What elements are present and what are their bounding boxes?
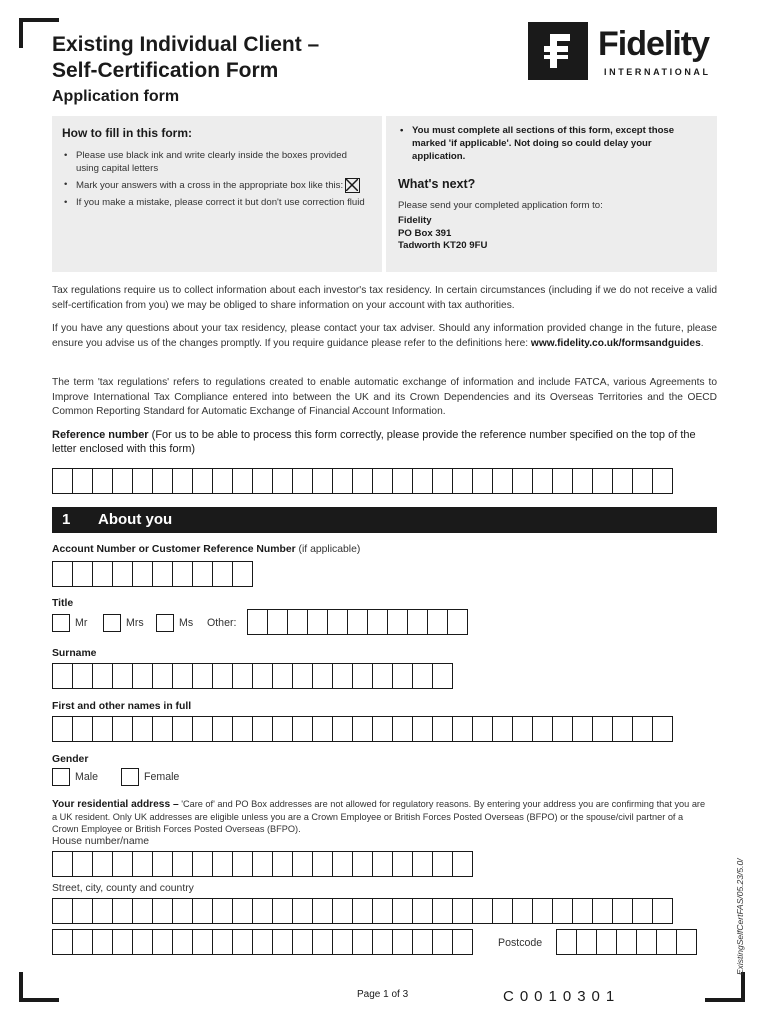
- address-line: Fidelity: [398, 215, 432, 226]
- char-box[interactable]: [272, 663, 293, 689]
- char-box[interactable]: [576, 929, 597, 955]
- char-box[interactable]: [352, 468, 373, 494]
- char-box[interactable]: [112, 663, 133, 689]
- char-box[interactable]: [552, 468, 573, 494]
- char-box[interactable]: [352, 716, 373, 742]
- char-box[interactable]: [472, 716, 493, 742]
- title-line-1: Existing Individual Client –: [52, 33, 320, 56]
- char-box[interactable]: [352, 663, 373, 689]
- gender-female-checkbox[interactable]: [121, 768, 139, 786]
- char-box[interactable]: [92, 561, 113, 587]
- char-box[interactable]: [347, 609, 368, 635]
- char-box[interactable]: [312, 716, 333, 742]
- char-box[interactable]: [172, 898, 193, 924]
- char-box[interactable]: [407, 609, 428, 635]
- char-box[interactable]: [212, 898, 233, 924]
- char-box[interactable]: [252, 898, 273, 924]
- char-box[interactable]: [152, 468, 173, 494]
- char-box[interactable]: [212, 663, 233, 689]
- how-to-bullet: • If you make a mistake, please correct it but don't use correction fluid: [62, 196, 372, 209]
- char-box[interactable]: [656, 929, 677, 955]
- char-box[interactable]: [636, 929, 657, 955]
- char-box[interactable]: [92, 468, 113, 494]
- char-box[interactable]: [312, 929, 333, 955]
- house-number-label: House number/name: [52, 836, 150, 847]
- intro-paragraph-1: Tax regulations require us to collect information about each investor's tax residency. In certain circumstances (including if we do not receive a valid self-certification from you) we may be obliged to share information on your account with tax authorities.: [52, 285, 717, 311]
- account-number-input[interactable]: [52, 561, 252, 587]
- title-mrs-label: Mrs: [126, 617, 144, 629]
- char-box[interactable]: [132, 663, 153, 689]
- char-box[interactable]: [312, 898, 333, 924]
- char-box[interactable]: [372, 929, 393, 955]
- char-box[interactable]: [432, 929, 453, 955]
- char-box[interactable]: [132, 561, 153, 587]
- char-box[interactable]: [372, 898, 393, 924]
- title-other-input[interactable]: [247, 609, 467, 635]
- char-box[interactable]: [352, 851, 373, 877]
- char-box[interactable]: [252, 851, 273, 877]
- char-box[interactable]: [272, 468, 293, 494]
- char-box[interactable]: [372, 663, 393, 689]
- whats-next-heading: What's next?: [398, 177, 476, 191]
- char-box[interactable]: [592, 716, 613, 742]
- char-box[interactable]: [596, 929, 617, 955]
- char-box[interactable]: [172, 929, 193, 955]
- char-box[interactable]: [172, 716, 193, 742]
- char-box[interactable]: [532, 716, 553, 742]
- char-box[interactable]: [432, 663, 453, 689]
- char-box[interactable]: [192, 929, 213, 955]
- title-mr-checkbox[interactable]: [52, 614, 70, 632]
- logo-wordmark: Fidelity: [598, 25, 710, 63]
- char-box[interactable]: [292, 929, 313, 955]
- fidelity-f-logo-icon: [528, 22, 588, 80]
- char-box[interactable]: [52, 898, 73, 924]
- char-box[interactable]: [132, 929, 153, 955]
- char-box[interactable]: [332, 898, 353, 924]
- char-box[interactable]: [192, 468, 213, 494]
- char-box[interactable]: [332, 716, 353, 742]
- how-to-heading: How to fill in this form:: [62, 126, 192, 140]
- char-box[interactable]: [232, 663, 253, 689]
- char-box[interactable]: [392, 663, 413, 689]
- char-box[interactable]: [172, 561, 193, 587]
- char-box[interactable]: [247, 609, 268, 635]
- char-box[interactable]: [676, 929, 697, 955]
- title-label: Title: [52, 598, 74, 609]
- char-box[interactable]: [132, 851, 153, 877]
- char-box[interactable]: [367, 609, 388, 635]
- char-box[interactable]: [472, 898, 493, 924]
- char-box[interactable]: [372, 468, 393, 494]
- char-box[interactable]: [132, 468, 153, 494]
- char-box[interactable]: [292, 716, 313, 742]
- char-box[interactable]: [572, 898, 593, 924]
- char-box[interactable]: [152, 929, 173, 955]
- char-box[interactable]: [252, 663, 273, 689]
- char-box[interactable]: [392, 716, 413, 742]
- char-box[interactable]: [272, 716, 293, 742]
- char-box[interactable]: [192, 898, 213, 924]
- page-subtitle: Application form: [52, 88, 180, 105]
- char-box[interactable]: [592, 468, 613, 494]
- char-box[interactable]: [52, 851, 73, 877]
- postcode-input[interactable]: [556, 929, 696, 955]
- char-box[interactable]: [332, 929, 353, 955]
- char-box[interactable]: [267, 609, 288, 635]
- char-box[interactable]: [612, 898, 633, 924]
- char-box[interactable]: [412, 898, 433, 924]
- char-box[interactable]: [292, 663, 313, 689]
- char-box[interactable]: [112, 468, 133, 494]
- char-box[interactable]: [612, 468, 633, 494]
- gender-male-label: Male: [75, 771, 98, 783]
- title-mrs-checkbox[interactable]: [103, 614, 121, 632]
- char-box[interactable]: [572, 716, 593, 742]
- char-box[interactable]: [332, 851, 353, 877]
- char-box[interactable]: [252, 716, 273, 742]
- char-box[interactable]: [232, 851, 253, 877]
- form-code: C0010301: [503, 988, 621, 1005]
- gender-label: Gender: [52, 754, 89, 765]
- char-box[interactable]: [412, 851, 433, 877]
- char-box[interactable]: [212, 929, 233, 955]
- gender-female-label: Female: [144, 771, 180, 783]
- char-box[interactable]: [652, 716, 673, 742]
- char-box[interactable]: [512, 898, 533, 924]
- char-box[interactable]: [212, 561, 233, 587]
- char-box[interactable]: [552, 898, 573, 924]
- char-box[interactable]: [492, 716, 513, 742]
- address-line: PO Box 391: [398, 227, 452, 239]
- char-box[interactable]: [152, 561, 173, 587]
- char-box[interactable]: [372, 851, 393, 877]
- char-box[interactable]: [632, 716, 653, 742]
- first-names-input[interactable]: [52, 716, 672, 742]
- reference-number-label: Reference number (For us to be able to process this form correctly, please provide the reference number specified on the top of the letter enclosed with this form): [52, 429, 696, 455]
- char-box[interactable]: [52, 929, 73, 955]
- char-box[interactable]: [652, 898, 673, 924]
- char-box[interactable]: [512, 716, 533, 742]
- char-box[interactable]: [432, 468, 453, 494]
- send-instructions: Please send your completed application form to:: [398, 200, 603, 211]
- char-box[interactable]: [92, 929, 113, 955]
- street-input-line-1[interactable]: [52, 898, 672, 924]
- char-box[interactable]: [72, 561, 93, 587]
- char-box[interactable]: [612, 716, 633, 742]
- char-box[interactable]: [392, 898, 413, 924]
- fidelity-logo: [528, 22, 728, 82]
- char-box[interactable]: [532, 468, 553, 494]
- notice-bullet: • You must complete all sections of this form, except those marked 'if applicable'. Not doing so could delay your application.: [398, 124, 705, 163]
- char-box[interactable]: [232, 929, 253, 955]
- char-box[interactable]: [132, 716, 153, 742]
- char-box[interactable]: [452, 929, 473, 955]
- intro-paragraph-3: The term 'tax regulations' refers to regulations created to enable automatic exchange of information and include FATCA, various Agreements to Improve International Tax Compliance entered into between the UK and its Crown Dependencies and its Overseas Territories and the OECD Common Reporting Standard for Automatic Exchange of Financial Account Information.: [52, 377, 717, 417]
- char-box[interactable]: [192, 851, 213, 877]
- logo-subtitle: INTERNATIONAL: [604, 67, 711, 77]
- char-box[interactable]: [52, 561, 73, 587]
- surname-label: Surname: [52, 648, 97, 659]
- char-box[interactable]: [152, 716, 173, 742]
- char-box[interactable]: [312, 663, 333, 689]
- char-box[interactable]: [472, 468, 493, 494]
- guides-link[interactable]: www.fidelity.co.uk/formsandguides: [530, 337, 701, 349]
- char-box[interactable]: [92, 851, 113, 877]
- char-box[interactable]: [292, 851, 313, 877]
- char-box[interactable]: [452, 716, 473, 742]
- title-ms-checkbox[interactable]: [156, 614, 174, 632]
- char-box[interactable]: [272, 898, 293, 924]
- title-other-label: Other:: [207, 617, 237, 629]
- char-box[interactable]: [412, 468, 433, 494]
- char-box[interactable]: [72, 468, 93, 494]
- char-box[interactable]: [172, 468, 193, 494]
- char-box[interactable]: [352, 898, 373, 924]
- char-box[interactable]: [572, 468, 593, 494]
- char-box[interactable]: [192, 663, 213, 689]
- char-box[interactable]: [152, 898, 173, 924]
- char-box[interactable]: [392, 929, 413, 955]
- char-box[interactable]: [52, 468, 73, 494]
- char-box[interactable]: [532, 898, 553, 924]
- page-number: Page 1 of 3: [357, 989, 409, 1000]
- char-box[interactable]: [352, 929, 373, 955]
- char-box[interactable]: [412, 929, 433, 955]
- char-box[interactable]: [172, 851, 193, 877]
- house-number-input[interactable]: [52, 851, 472, 877]
- title-ms-label: Ms: [179, 617, 194, 629]
- char-box[interactable]: [72, 929, 93, 955]
- char-box[interactable]: [592, 898, 613, 924]
- char-box[interactable]: [112, 898, 133, 924]
- char-box[interactable]: [387, 609, 408, 635]
- char-box[interactable]: [172, 663, 193, 689]
- char-box[interactable]: [252, 929, 273, 955]
- char-box[interactable]: [332, 663, 353, 689]
- char-box[interactable]: [192, 561, 213, 587]
- char-box[interactable]: [232, 561, 253, 587]
- char-box[interactable]: [452, 468, 473, 494]
- how-to-panel: [52, 116, 382, 272]
- char-box[interactable]: [372, 716, 393, 742]
- char-box[interactable]: [292, 898, 313, 924]
- reference-number-input[interactable]: [52, 468, 672, 494]
- first-names-label: First and other names in full: [52, 701, 192, 712]
- form-version-code: ExistingSelfCertFAS/05.23/5.0/: [735, 858, 745, 975]
- char-box[interactable]: [212, 716, 233, 742]
- char-box[interactable]: [232, 468, 253, 494]
- char-box[interactable]: [232, 716, 253, 742]
- char-box[interactable]: [52, 716, 73, 742]
- section-header-about-you: 1 About you: [52, 507, 717, 533]
- title-mr-label: Mr: [75, 617, 88, 629]
- char-box[interactable]: [432, 898, 453, 924]
- street-label: Street, city, county and country: [52, 883, 194, 894]
- char-box[interactable]: [287, 609, 308, 635]
- char-box[interactable]: [212, 851, 233, 877]
- postal-address: [398, 215, 705, 253]
- char-box[interactable]: [212, 468, 233, 494]
- char-box[interactable]: [512, 468, 533, 494]
- crop-mark-bottom-left: [19, 972, 59, 1002]
- char-box[interactable]: [447, 609, 468, 635]
- how-to-bullet: • Please use black ink and write clearly inside the boxes provided using capital letters: [62, 149, 372, 175]
- gender-male-checkbox[interactable]: [52, 768, 70, 786]
- residential-address-note: Your residential address – 'Care of' and PO Box addresses are not allowed for regulatory reasons. By entering your address you are confirming that you are a UK resident. Only UK addresses are eligible unless you are a Crown Employee or British Forces Posted Overseas (BFPO) or the spouse/civil partner of a Crown Employee or British Forces Posted Overseas (BFPO).: [52, 799, 706, 834]
- char-box[interactable]: [252, 468, 273, 494]
- address-line: Tadworth KT20 9FU: [398, 240, 488, 251]
- char-box[interactable]: [327, 609, 348, 635]
- char-box[interactable]: [332, 468, 353, 494]
- char-box[interactable]: [112, 561, 133, 587]
- char-box[interactable]: [452, 851, 473, 877]
- page-title: [52, 32, 319, 84]
- how-to-bullet: • Mark your answers with a cross in the appropriate box like this:: [62, 178, 372, 193]
- char-box[interactable]: [272, 851, 293, 877]
- char-box[interactable]: [112, 716, 133, 742]
- char-box[interactable]: [392, 468, 413, 494]
- char-box[interactable]: [112, 851, 133, 877]
- char-box[interactable]: [312, 468, 333, 494]
- char-box[interactable]: [632, 468, 653, 494]
- char-box[interactable]: [232, 898, 253, 924]
- char-box[interactable]: [427, 609, 448, 635]
- char-box[interactable]: [192, 716, 213, 742]
- char-box[interactable]: [632, 898, 653, 924]
- char-box[interactable]: [312, 851, 333, 877]
- char-box[interactable]: [272, 929, 293, 955]
- crop-mark-bottom-right: [705, 972, 745, 1002]
- char-box[interactable]: [152, 851, 173, 877]
- account-number-label: Account Number or Customer Reference Number (if applicable): [52, 544, 361, 555]
- char-box[interactable]: [292, 468, 313, 494]
- char-box[interactable]: [92, 898, 113, 924]
- char-box[interactable]: [72, 898, 93, 924]
- char-box[interactable]: [152, 663, 173, 689]
- char-box[interactable]: [432, 851, 453, 877]
- postcode-label: Postcode: [498, 937, 543, 949]
- street-input-line-2[interactable]: [52, 929, 472, 955]
- char-box[interactable]: [112, 929, 133, 955]
- char-box[interactable]: [412, 663, 433, 689]
- char-box[interactable]: [72, 716, 93, 742]
- char-box[interactable]: [652, 468, 673, 494]
- notice-panel: [386, 116, 717, 272]
- char-box[interactable]: [72, 851, 93, 877]
- char-box[interactable]: [392, 851, 413, 877]
- char-box[interactable]: [52, 663, 73, 689]
- intro-paragraph-2: If you have any questions about your tax residency, please contact your tax adviser. Should any information provided change in the future, please ensure you advise us of the changes promptly. If you require guidance please refer to the definitions here: www.fidelity.co.uk/formsandguides.: [52, 323, 717, 349]
- char-box[interactable]: [412, 716, 433, 742]
- cross-example-icon: [345, 178, 360, 193]
- title-line-2: Self-Certification Form: [52, 59, 279, 82]
- char-box[interactable]: [556, 929, 577, 955]
- char-box[interactable]: [552, 716, 573, 742]
- surname-input[interactable]: [52, 663, 452, 689]
- char-box[interactable]: [307, 609, 328, 635]
- char-box[interactable]: [452, 898, 473, 924]
- char-box[interactable]: [92, 663, 113, 689]
- char-box[interactable]: [432, 716, 453, 742]
- char-box[interactable]: [492, 898, 513, 924]
- char-box[interactable]: [616, 929, 637, 955]
- char-box[interactable]: [92, 716, 113, 742]
- char-box[interactable]: [72, 663, 93, 689]
- char-box[interactable]: [132, 898, 153, 924]
- char-box[interactable]: [492, 468, 513, 494]
